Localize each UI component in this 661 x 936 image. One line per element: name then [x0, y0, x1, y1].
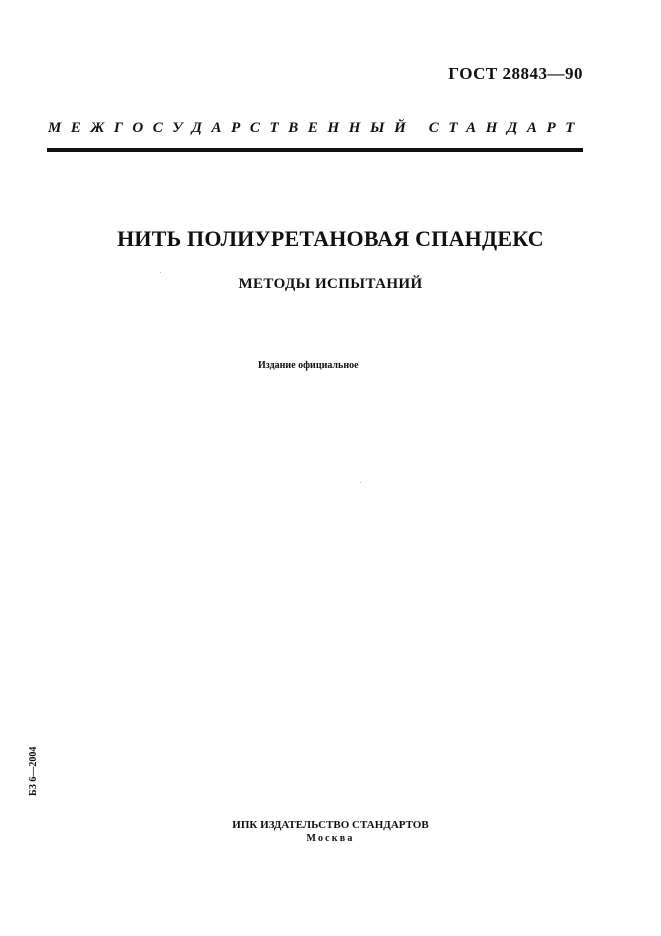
- document-subtitle: МЕТОДЫ ИСПЫТАНИЙ: [238, 276, 423, 292]
- scan-speck: [160, 272, 161, 273]
- publisher-city: Москва: [306, 833, 355, 844]
- edition-note: Издание официальное: [258, 360, 359, 371]
- scan-speck: [360, 482, 361, 483]
- header-rule: [47, 148, 583, 152]
- side-code: БЗ 6—2004: [28, 746, 39, 796]
- standard-type-heading: МЕЖГОСУДАРСТВЕННЫЙ СТАНДАРТ: [48, 120, 585, 136]
- publisher-name: ИПК ИЗДАТЕЛЬСТВО СТАНДАРТОВ: [232, 819, 429, 831]
- document-title: НИТЬ ПОЛИУРЕТАНОВАЯ СПАНДЕКС: [117, 226, 544, 251]
- document-number: ГОСТ 28843—90: [448, 64, 583, 83]
